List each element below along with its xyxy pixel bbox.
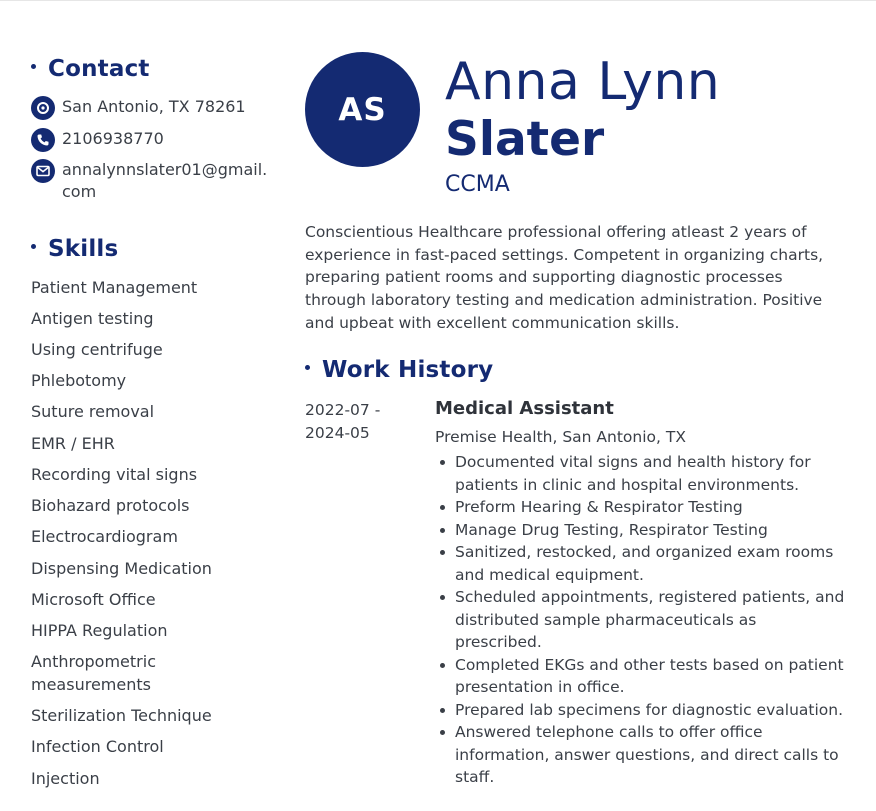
skill-item: Electrocardiogram xyxy=(31,527,178,546)
skill-item: Microsoft Office xyxy=(31,590,156,609)
first-name: Anna Lynn xyxy=(445,52,721,112)
skill-item: EMR / EHR xyxy=(31,434,115,453)
skill-item: Injection xyxy=(31,769,100,788)
contact-location xyxy=(31,96,281,120)
phone-icon xyxy=(31,128,55,152)
skill-item: Patient Management xyxy=(31,278,198,297)
location-pin-icon xyxy=(31,96,55,120)
envelope-icon xyxy=(31,159,55,183)
skill-item: Sterilization Technique xyxy=(31,706,212,725)
initials-avatar: AS xyxy=(305,52,420,167)
list-item: Preform Hearing & Respirator Testing xyxy=(435,496,845,519)
heading-bullet xyxy=(305,365,310,370)
credential: CCMA xyxy=(445,172,510,197)
skill-item: Antigen testing xyxy=(31,309,154,328)
contact-heading: Contact xyxy=(31,56,150,82)
heading-bullet xyxy=(31,64,36,69)
skill-item: Infection Control xyxy=(31,737,164,756)
work-history-heading: Work History xyxy=(305,357,493,383)
last-name: Slater xyxy=(445,112,605,167)
skill-item: Using centrifuge xyxy=(31,340,163,359)
skill-item: Anthropometric xyxy=(31,652,156,671)
list-item: Scheduled appointments, registered patients, and distributed sample pharmaceuticals as prescribed. xyxy=(435,586,845,654)
list-item: Completed EKGs and other tests based on patient presentation in office. xyxy=(435,654,845,699)
professional-summary: Conscientious Healthcare professional offering atleast 2 years of experience in fast-paced settings. Competent in organizing charts, preparing patient rooms and supporting diagnostic processes through laboratory testing and medication administration. Positive and upbeat with excellent communication skills. xyxy=(305,223,824,332)
skill-item: Recording vital signs xyxy=(31,465,198,484)
job-title: Medical Assistant xyxy=(435,398,614,419)
location-text: San Antonio, TX 78261 xyxy=(62,97,246,116)
job-dates: 2022-07 - 2024-05 xyxy=(305,401,381,442)
skills-heading: Skills xyxy=(31,236,118,262)
skill-item: Phlebotomy xyxy=(31,371,127,390)
skill-item: HIPPA Regulation xyxy=(31,621,168,640)
list-item: Documented vital signs and health history for patients in clinic and hospital environments. xyxy=(435,451,845,496)
contact-phone xyxy=(31,128,281,152)
email-text: annalynnslater01@gmail. com xyxy=(62,160,268,201)
job-responsibilities xyxy=(435,451,845,789)
contact-email xyxy=(31,159,281,203)
list-item: Answered telephone calls to offer office information, answer questions, and direct calls to staff. xyxy=(435,721,845,789)
job-employer: Premise Health, San Antonio, TX xyxy=(435,428,686,446)
skill-item: Suture removal xyxy=(31,402,155,421)
list-item: Sanitized, restocked, and organized exam rooms and medical equipment. xyxy=(435,541,845,586)
top-divider xyxy=(0,0,876,1)
phone-text: 2106938770 xyxy=(62,129,164,148)
skill-item: Dispensing Medication xyxy=(31,559,212,578)
skill-item: Biohazard protocols xyxy=(31,496,190,515)
list-item: Manage Drug Testing, Respirator Testing xyxy=(435,519,845,542)
list-item: Prepared lab specimens for diagnostic evaluation. xyxy=(435,699,845,722)
heading-bullet xyxy=(31,244,36,249)
skill-item: measurements xyxy=(31,675,151,694)
